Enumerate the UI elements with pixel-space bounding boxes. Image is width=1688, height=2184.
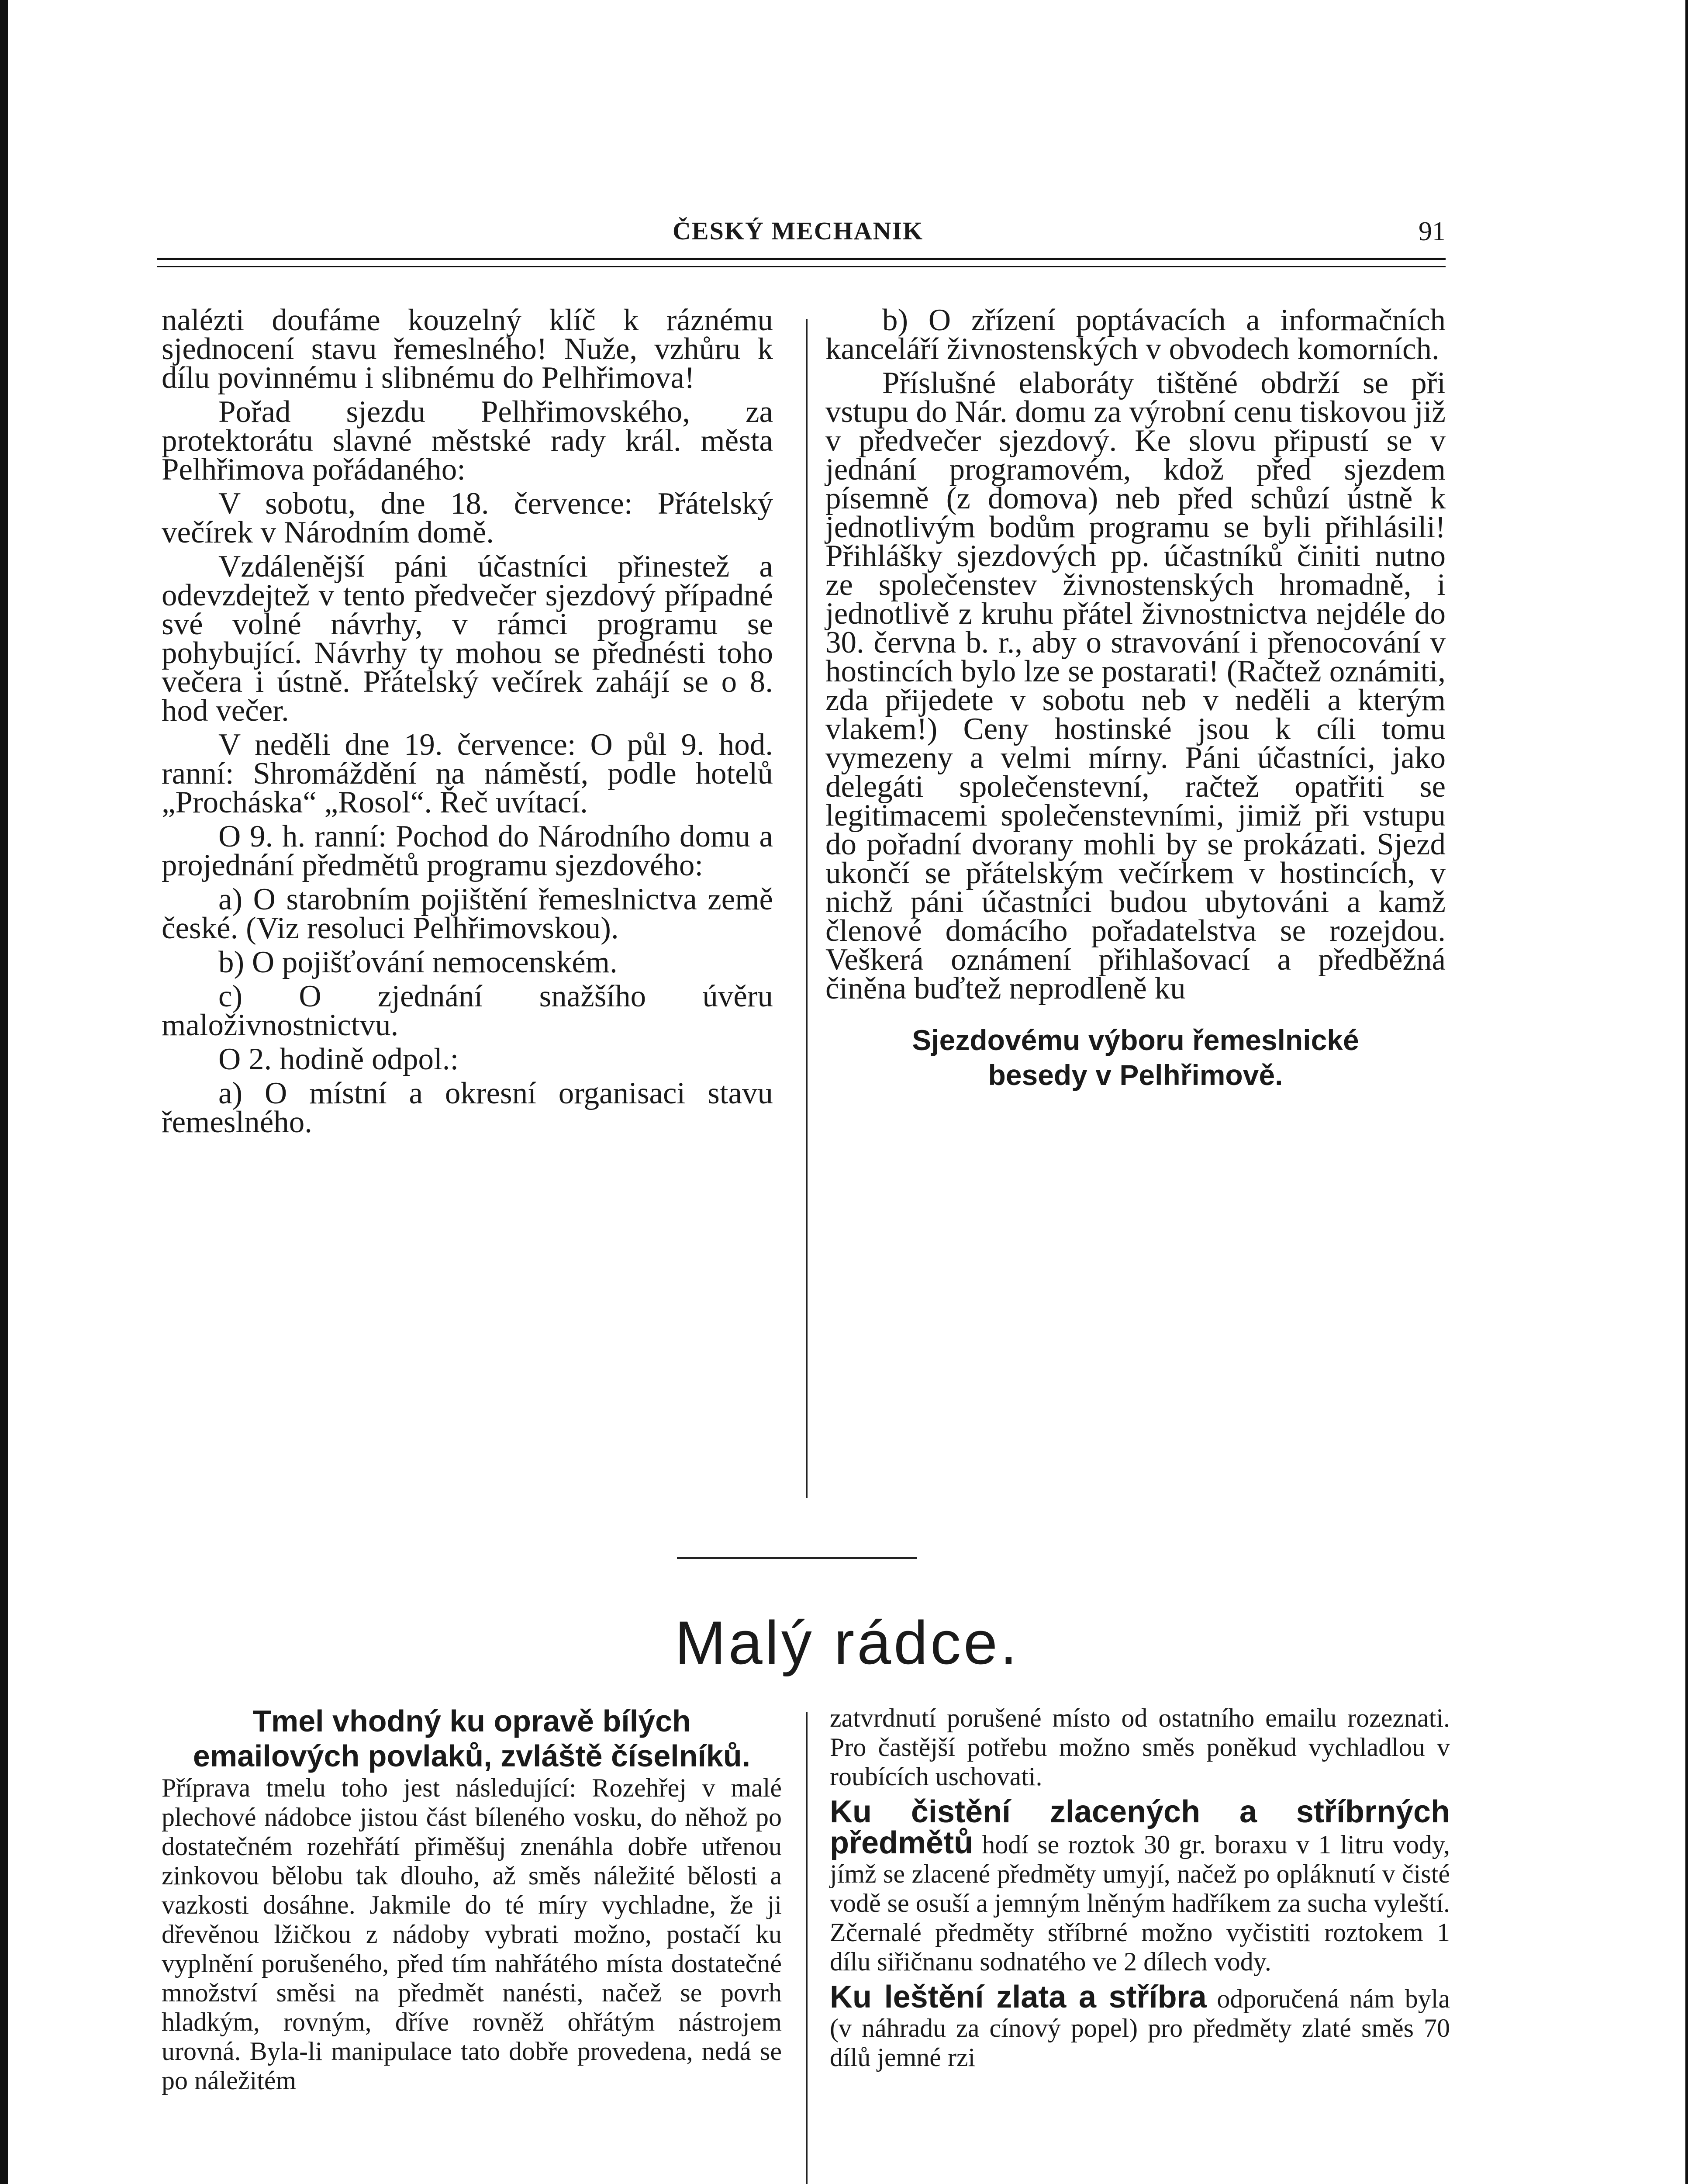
section-title: Malý rádce.: [675, 1608, 1020, 1677]
program-item: a) O místní a okresní organisaci stavu řemeslného.: [162, 1076, 773, 1139]
paragraph: V neděli dne 19. července: O půl 9. hod. ranní: Shromáždění na náměstí, podle hotelů „Procháska“ „Rosol“. Řeč uvítací.: [162, 728, 773, 819]
article-title: [162, 1704, 782, 1773]
article-paragraph: [830, 1794, 1450, 1977]
section-divider: [677, 1557, 917, 1559]
article-title-line: Tmel vhodný ku opravě bílých: [252, 1704, 691, 1738]
left-column-bottom: [162, 1704, 782, 2101]
page-number: 91: [1419, 217, 1446, 246]
run-in-heading: Ku čistění zlacených a stříbrných předmětů: [830, 1794, 1450, 1860]
program-item: O 2. hodině odpol.:: [218, 1042, 459, 1076]
article-title-line: emailových povlaků, zvláště číselníků.: [193, 1739, 751, 1773]
header-rule: [157, 258, 1446, 267]
paragraph: O 9. h. ranní: Pochod do Národního domu a projednání předmětů programu sjezdového:: [162, 819, 773, 882]
page-header: [157, 216, 1446, 256]
signature-line: besedy v Pelhřimově.: [988, 1059, 1283, 1091]
paragraph: V sobotu, dne 18. července: Přátelský večírek v Národním domě.: [162, 487, 773, 549]
paragraph: nalézti doufáme kouzelný klíč k ráznému sjednocení stavu řemeslného! Nuže, vzhůru k dílu povinnému i slibnému do Pelhřimova!: [162, 303, 773, 395]
paragraph: Vzdálenější páni účastníci přinestež a odevzdejtež v tento předvečer sjezdový případné své volné návrhy, v rámci programu se pohybující. Návrhy ty mohou se přednésti toho večera i ústně. Přátelský večírek zahájí se o 8. hod večer.: [162, 549, 773, 728]
run-in-heading: Ku leštění zlata a stříbra: [830, 1980, 1207, 2015]
paragraph: Příslušné elaboráty tištěné obdrží se při vstupu do Nár. domu za výrobní cenu tiskovou již v předvečer sjezdový. Ke slovu připustí se v jednání programovém, kdož před sjezdem písemně (z domova) neb před schůzí ústně k jednotlivým bodům programu se byli přihlásili! Přihlášky sjezdových pp. účastníků činiti nutno ze společenstev živnostenských hromadně, i jednotlivě z kruhu přátel živnostnictva nejdéle do 30. června b. r., aby o stravování i přenocování v hostincích bylo lze se postarati! (Račtež oznámiti, zda přijedete v sobotu neb v neděli a kterým vlakem!) Ceny hostinské jsou k cíli tomu vymezeny a velmi mírny. Páni účastníci, jako delegáti společenstevní, račtež opatřiti se legitimacemi společenstevními, jimiž při vstupu do pořadní dvorany mohli by se prokázati. Sjezd ukončí se přátelským večírkem v hostincích, v nichž páni účastníci budou ubytováni a kamž členové domácího pořadatelstva se rozejdou. Veškerá oznámení přihlašovací a předběžná činěna buďtež neprodleně ku: [825, 366, 1446, 1006]
article-text: hodí se roztok 30 gr. boraxu v 1 litru vody, jímž se zlacené předměty umyjí, načež po opláknutí v čisté vodě se osuší a jemným lněným hadříkem za sucha vyleští. Zčernalé předměty stříbrné možno vyčistiti roztokem 1 dílu siřičnanu sodnatého ve 2 dílech vody.: [830, 1830, 1450, 1976]
column-divider: [806, 1712, 808, 2184]
program-item: c) O zjednání snažšího úvěru maloživnostnictvu.: [162, 979, 773, 1042]
program-item: b) O pojišťování nemocenském.: [218, 945, 618, 979]
journal-title: ČESKÝ MECHANIK: [673, 217, 924, 245]
signature-line: Sjezdovému výboru řemeslnické: [912, 1024, 1359, 1056]
article-body: Příprava tmelu toho jest následující: Rozehřej v malé plechové nádobce jistou část bíleného vosku, do něhož po dostatečném rozehřátí přiměšuj znenáhla dobře utřenou zinkovou bělobu tak dlouho, až směs náležité bělosti a vazkosti dosáhne. Jakmile do té míry vychladne, že ji dřevěnou lžičkou z nádoby vybrati možno, postačí ku vyplnění porušeného, před tím nahřátého místa dostatečné množství směsi na předmět nanésti, načež se povrh hladkým, rovným, dříve rovněž ohřátým nástrojem urovná. Byla-li manipulace tato dobře provedena, nedá se po náležitém: [162, 1773, 782, 2095]
program-item: a) O starobním pojištění řemeslnictva země české. (Viz resoluci Pelhřimovskou).: [162, 882, 773, 945]
program-item: b) O zřízení poptávacích a informačních kanceláří živnostenských v obvodech komorních.: [825, 303, 1446, 366]
article-body: zatvrdnutí porušené místo od ostatního emailu rozeznati. Pro častější potřebu možno směs poněkud vychladlou v roubících uschovati.: [830, 1704, 1450, 1791]
article-paragraph: [830, 1980, 1450, 2072]
column-divider: [806, 319, 808, 1498]
article-text: odporučená nám byla (v náhradu za cínový popel) pro předměty zlaté směs 70 dílů jemné rzi: [830, 1984, 1450, 2072]
right-column-top: [825, 303, 1446, 1092]
paragraph: Pořad sjezdu Pelhřimovského, za protektorátu slavné městské rady král. města Pelhřimova pořádaného:: [162, 395, 773, 487]
right-column-bottom: [830, 1704, 1450, 2078]
left-column-top: [162, 303, 773, 1142]
signature: [825, 1023, 1446, 1092]
